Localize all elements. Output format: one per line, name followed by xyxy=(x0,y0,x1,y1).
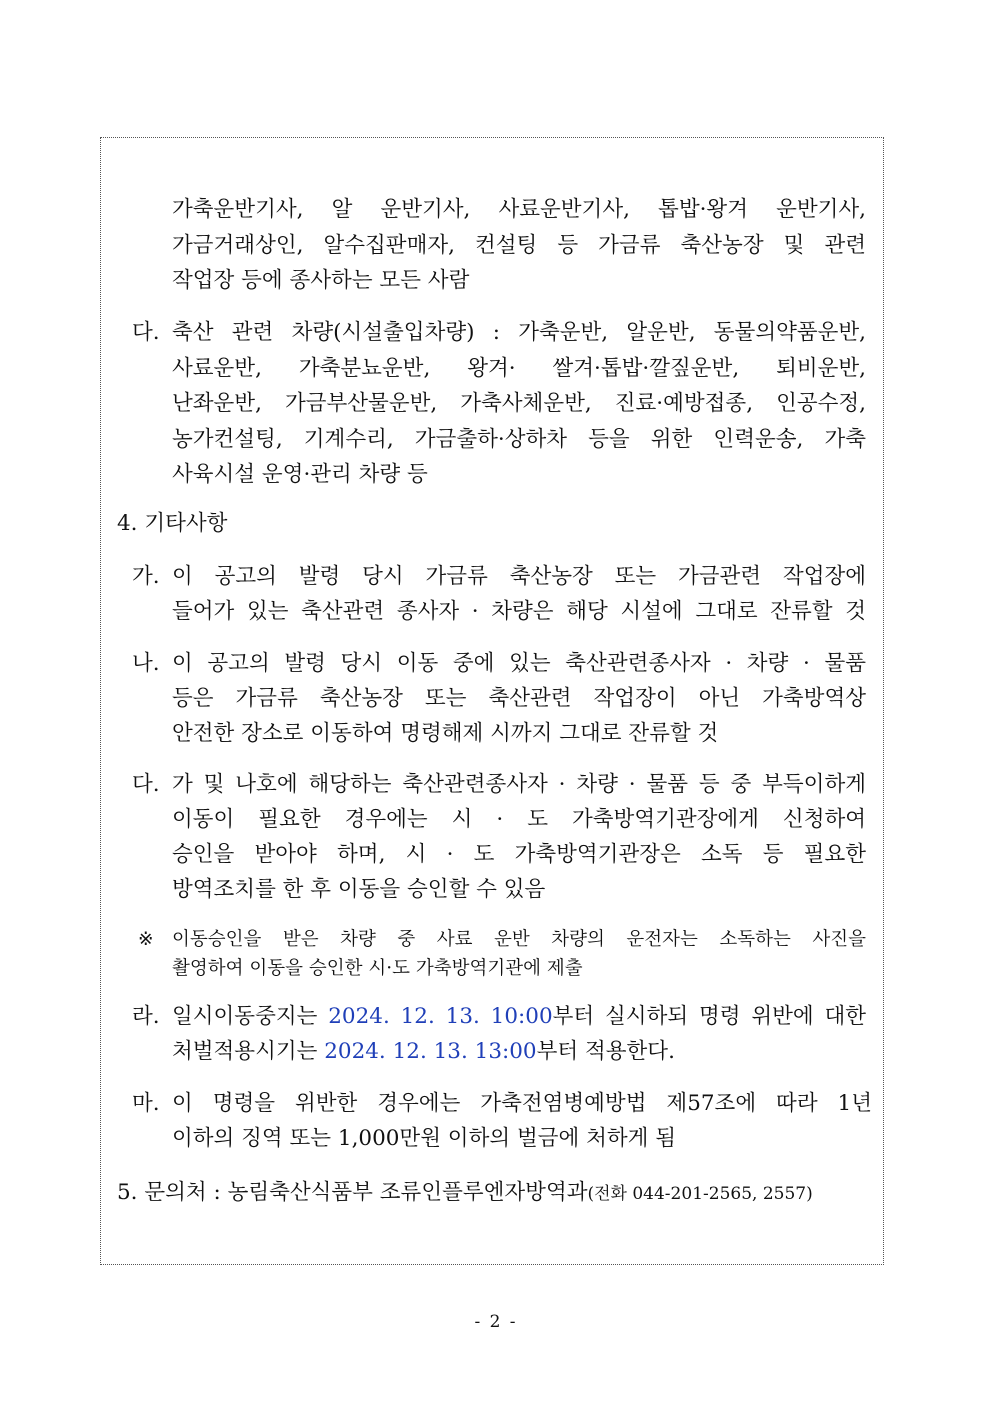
item-da-marker: 다. xyxy=(132,320,160,345)
s4-ra-text-post: 부터 실시하되 명령 위반에 대한 xyxy=(552,1004,867,1029)
contact-phone: (전화 044-201-2565, 2557) xyxy=(587,1184,813,1204)
contact-text: 5. 문의처 : 농림축산식품부 조류인플루엔자방역과 xyxy=(117,1180,588,1205)
penalty-datetime: 2024. 12. 13. 13:00 xyxy=(324,1039,537,1064)
page-number: - 2 - xyxy=(474,1312,518,1332)
reference-mark-icon: ※ xyxy=(138,929,154,950)
s4-ra-marker: 라. xyxy=(132,1004,160,1029)
s4-ra-text-pre: 일시이동중지는 xyxy=(172,1004,329,1029)
s4-ma-marker: 마. xyxy=(132,1091,160,1116)
s4-na-marker: 나. xyxy=(132,651,160,676)
s4-ga-marker: 가. xyxy=(132,564,160,589)
start-datetime: 2024. 12. 13. 10:00 xyxy=(328,1004,553,1029)
s4-ra-text2-pre: 처벌적용시기는 xyxy=(172,1039,325,1064)
s4-da-marker: 다. xyxy=(132,772,160,797)
s4-ra-text2-post: 부터 적용한다. xyxy=(536,1039,675,1064)
